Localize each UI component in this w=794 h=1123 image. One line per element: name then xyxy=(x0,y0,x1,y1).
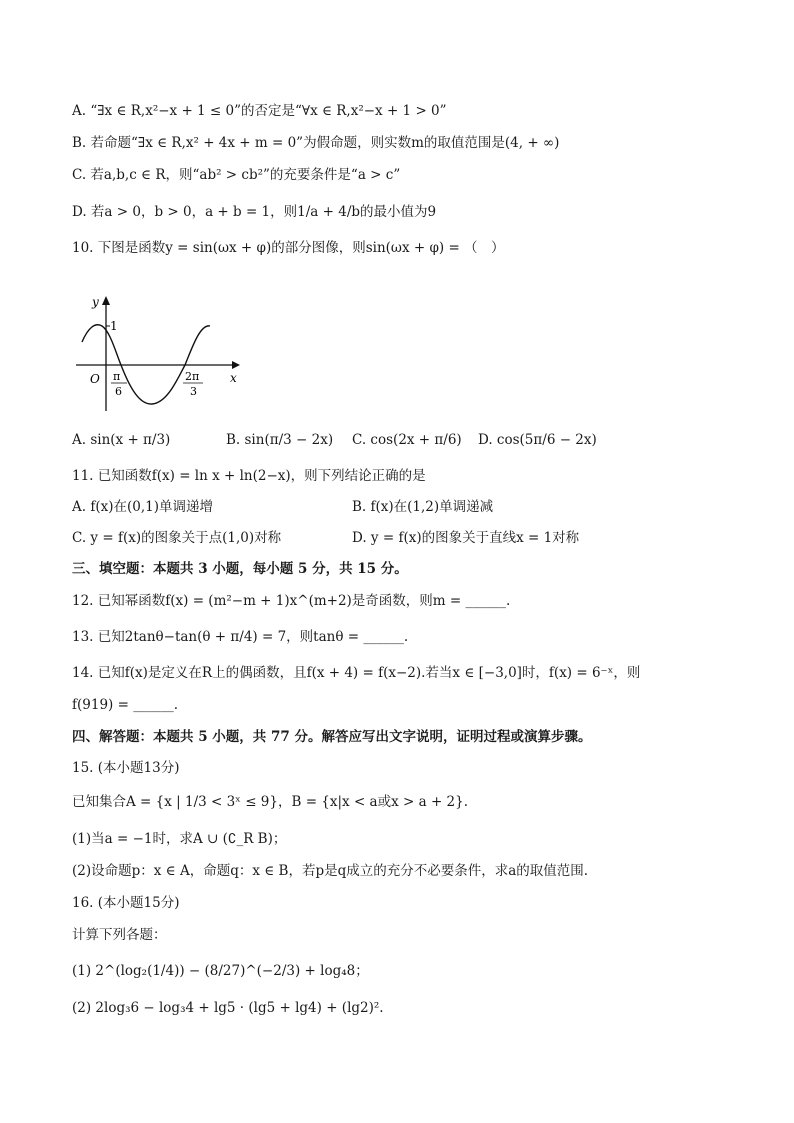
q15-header: 15. (本小题13分) xyxy=(72,760,180,776)
y-axis-arrow-icon xyxy=(102,296,110,305)
q11-option-c: C. y = f(x)的图象关于点(1,0)对称 xyxy=(72,530,282,546)
x-tick1-numerator: π xyxy=(113,370,121,383)
x-tick2-numerator: 2π xyxy=(185,370,200,383)
q9-option-b: B. 若命题“∃x ∈ R,x² + 4x + m = 0”为假命题，则实数m的取值范围是(4, + ∞) xyxy=(72,135,560,151)
q10-option-b: B. sin(π/3 − 2x) xyxy=(226,432,334,448)
y-tick-label: 1 xyxy=(110,319,118,333)
q15-part2: (2)设命题p：x ∈ A，命题q：x ∈ B，若p是q成立的充分不必要条件，求a的取值范围. xyxy=(72,863,589,879)
section-4-heading: 四、解答题：本题共 5 小题，共 77 分。解答应写出文字说明，证明过程或演算步骤。 xyxy=(72,729,592,745)
q16-part1: (1) 2^(log₂(1/4)) − (8/27)^(−2/3) + log₄8； xyxy=(72,963,369,979)
q13: 13. 已知2tanθ−tan(θ + π/4) = 7，则tanθ = ______. xyxy=(72,629,409,645)
q16-intro: 计算下列各题： xyxy=(72,927,167,943)
q16-part2: (2) 2log₃6 − log₃4 + lg5 · (lg5 + lg4) + (lg2)². xyxy=(72,1000,384,1016)
q11-option-d: D. y = f(x)的图象关于直线x = 1对称 xyxy=(352,530,580,546)
q9-option-d: D. 若a > 0，b > 0，a + b = 1，则1/a + 4/b的最小值为9 xyxy=(72,204,437,220)
x-tick2-denominator: 3 xyxy=(190,385,197,398)
q14-line1: 14. 已知f(x)是定义在R上的偶函数，且f(x + 4) = f(x−2).若当x ∈ [−3,0]时，f(x) = 6⁻ˣ，则 xyxy=(72,665,641,681)
q10-stem: 10. 下图是函数y = sin(ωx + φ)的部分图像，则sin(ωx + φ) = （ ） xyxy=(72,240,505,256)
q10-option-a: A. sin(x + π/3) xyxy=(72,432,171,448)
q11-option-a: A. f(x)在(0,1)单调递增 xyxy=(72,499,213,515)
q12: 12. 已知幂函数f(x) = (m²−m + 1)x^(m+2)是奇函数，则m = ______. xyxy=(72,593,511,609)
q11-stem: 11. 已知函数f(x) = ln x + ln(2−x)，则下列结论正确的是 xyxy=(72,468,426,484)
origin-label: O xyxy=(90,372,100,386)
x-axis-arrow-icon xyxy=(232,361,240,369)
q15-given: 已知集合A = {x | 1/3 < 3ˣ ≤ 9}，B = {x|x < a或x > a + 2}. xyxy=(72,794,469,810)
section-3-heading: 三、填空题：本题共 3 小题，每小题 5 分，共 15 分。 xyxy=(72,561,408,577)
y-axis-label: y xyxy=(92,295,99,309)
q11-option-b: B. f(x)在(1,2)单调递减 xyxy=(352,499,494,515)
q9-option-c: C. 若a,b,c ∈ R，则“ab² > cb²”的充要条件是“a > c” xyxy=(72,167,401,183)
q10-option-d: D. cos(5π/6 − 2x) xyxy=(478,432,597,448)
x-axis-label: x xyxy=(230,371,237,385)
x-tick1-denominator: 6 xyxy=(115,385,122,398)
q16-header: 16. (本小题15分) xyxy=(72,895,180,911)
q15-part1: (1)当a = −1时，求A ∪ (∁_R B)； xyxy=(72,831,287,847)
q10-option-c: C. cos(2x + π/6) xyxy=(352,432,462,448)
q9-option-a: A. “∃x ∈ R,x²−x + 1 ≤ 0”的否定是“∀x ∈ R,x²−x + 1 > 0” xyxy=(72,103,447,119)
q10-sine-graph xyxy=(72,288,252,413)
q14-line2: f(919) = ______. xyxy=(72,697,178,713)
